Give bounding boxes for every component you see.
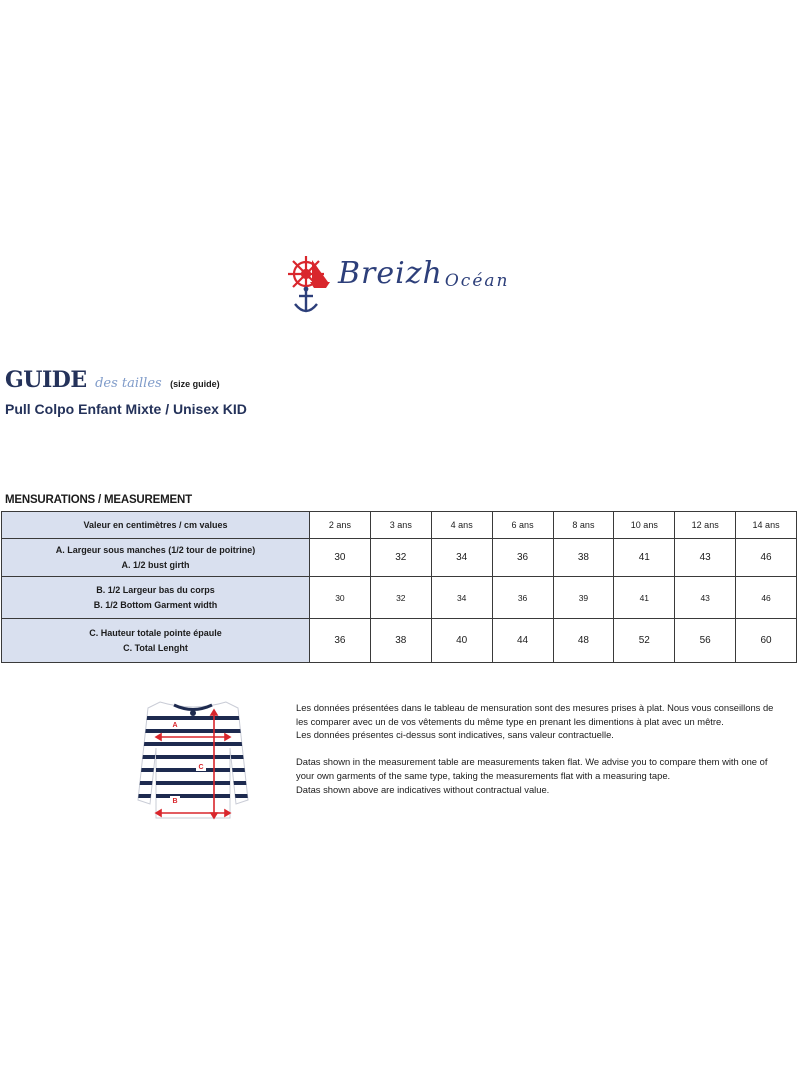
sweater-measurement-diagram (132, 696, 254, 828)
section-title: MENSURATIONS / MEASUREMENT (5, 494, 192, 506)
size-header: 14 ans (736, 512, 797, 539)
row-label (2, 539, 310, 577)
table-row (2, 577, 797, 619)
marker-c: C (198, 764, 204, 771)
size-header: 6 ans (492, 512, 553, 539)
brand-wordmark (338, 256, 509, 291)
guide-subtitle: des tailles (95, 376, 162, 391)
table-cell: 43 (675, 577, 736, 619)
table-cell: 56 (675, 619, 736, 663)
row-label-en: B. 1/2 Bottom Garment width (93, 599, 218, 610)
table-cell: 46 (736, 539, 797, 577)
guide-title: GUIDE (5, 367, 87, 393)
marker-a: A (172, 722, 178, 729)
row-label-en: A. 1/2 bust girth (121, 559, 190, 570)
row-label-fr: B. 1/2 Largeur bas du corps (96, 584, 215, 595)
size-table (1, 511, 797, 663)
table-cell: 38 (370, 619, 431, 663)
table-cell: 36 (492, 577, 553, 619)
row-label (2, 577, 310, 619)
row-label (2, 619, 310, 663)
product-title: Pull Colpo Enfant Mixte / Unisex KID (5, 401, 247, 417)
table-cell: 36 (310, 619, 371, 663)
note-en-1: Datas shown in the measurement table are measurements taken flat. We advise you to compare them with one of your own garments of the same type, taking the measurements flat with a measuring tape. (296, 756, 768, 781)
size-header: 4 ans (431, 512, 492, 539)
brand-logo (282, 252, 512, 318)
table-cell: 60 (736, 619, 797, 663)
table-cell: 52 (614, 619, 675, 663)
size-header: 3 ans (370, 512, 431, 539)
table-header-label: Valeur en centimètres / cm values (2, 512, 310, 539)
table-cell: 34 (431, 539, 492, 577)
size-header: 8 ans (553, 512, 614, 539)
table-cell: 30 (310, 539, 371, 577)
table-cell: 30 (310, 577, 371, 619)
table-row (2, 619, 797, 663)
table-cell: 46 (736, 577, 797, 619)
size-header: 10 ans (614, 512, 675, 539)
brand-main-text: Breizh (338, 256, 443, 291)
size-header: 12 ans (675, 512, 736, 539)
table-row (2, 539, 797, 577)
note-fr-1: Les données présentées dans le tableau de mensuration sont des mesures prises à plat. Nous vous conseillons de les comparer avec un de vos vêtements du même type en prenant les dimentions à plat avec un mêtre. (296, 702, 774, 727)
sweater-badge-icon (190, 710, 196, 716)
brand-sub-text: Océan (444, 271, 510, 291)
table-cell: 43 (675, 539, 736, 577)
guide-heading (5, 367, 220, 393)
row-label-fr: C. Hauteur totale pointe épaule (89, 627, 222, 638)
table-cell: 48 (553, 619, 614, 663)
table-cell: 32 (370, 539, 431, 577)
table-header-row (2, 512, 797, 539)
marker-b: B (172, 798, 178, 805)
table-cell: 32 (370, 577, 431, 619)
note-fr-2: Les données présentes ci-dessus sont indicatives, sans valeur contractuelle. (296, 729, 614, 741)
table-cell: 41 (614, 577, 675, 619)
table-cell: 40 (431, 619, 492, 663)
table-cell: 39 (553, 577, 614, 619)
table-cell: 41 (614, 539, 675, 577)
ship-wheel-anchor-icon (282, 252, 338, 318)
size-header: 2 ans (310, 512, 371, 539)
guide-note: (size guide) (170, 379, 220, 389)
note-en-2: Datas shown above are indicatives without contractual value. (296, 783, 550, 795)
table-cell: 34 (431, 577, 492, 619)
table-cell: 36 (492, 539, 553, 577)
row-label-en: C. Total Lenght (123, 642, 188, 653)
table-cell: 44 (492, 619, 553, 663)
measurement-notes (296, 701, 776, 796)
table-cell: 38 (553, 539, 614, 577)
row-label-fr: A. Largeur sous manches (1/2 tour de poitrine) (55, 544, 256, 555)
